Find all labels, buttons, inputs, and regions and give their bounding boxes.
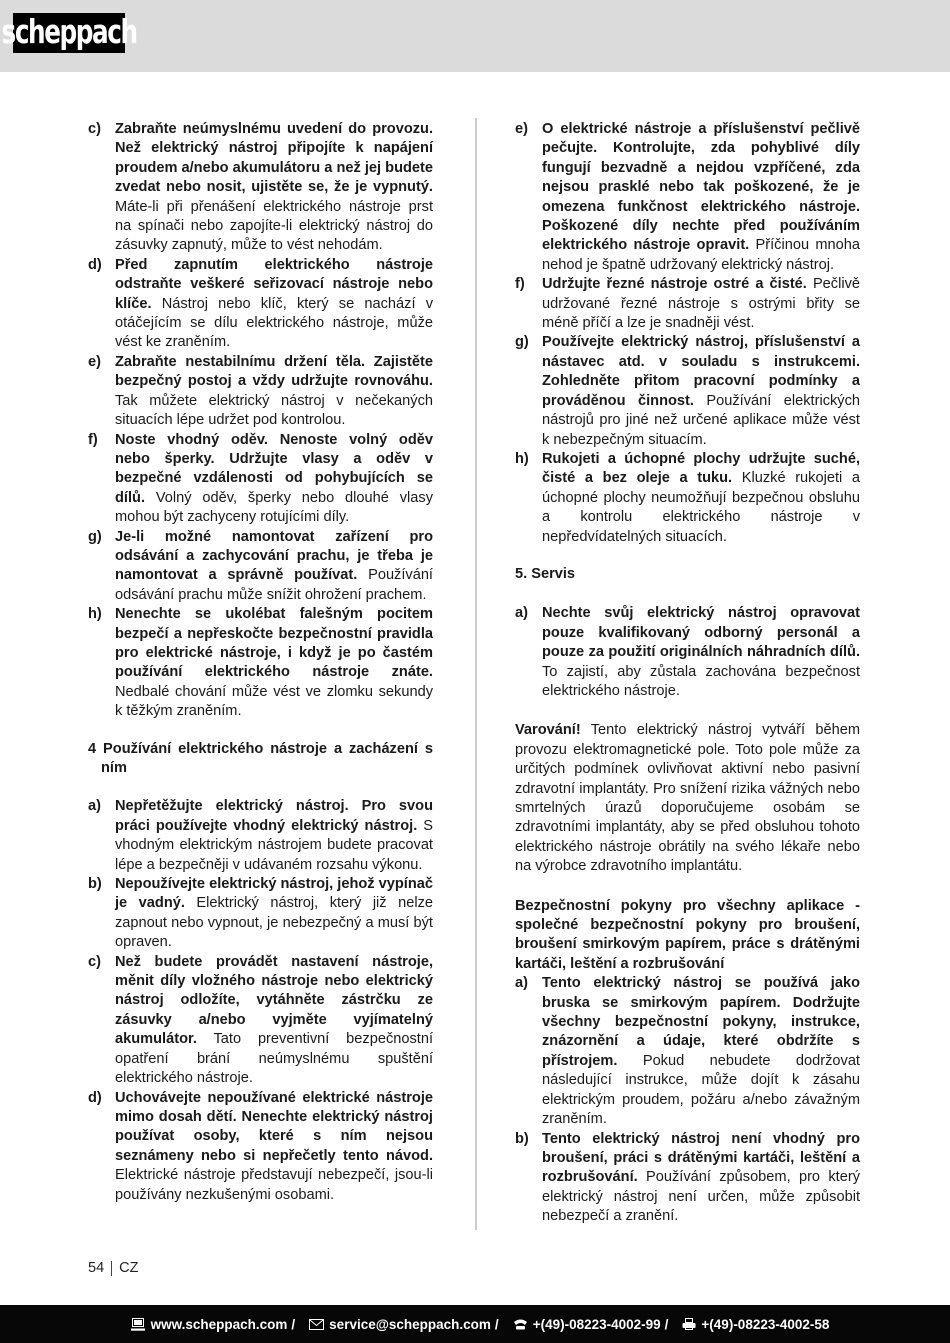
item-text: Udržujte řezné nástroje ostré a čisté. Pečlivě udržované řezné nástroje s ostrými břity se méně příčí a lze je snadněji vést. (542, 276, 860, 332)
phone-icon (513, 1318, 528, 1330)
item-label: e) (88, 353, 101, 370)
item-text: Zabraňte neúmyslnému uvedení do provozu. Než elektrický nástroj připojíte k napájení proudem a/nebo akumulátoru a než jej budete zvedat nebo nosit, ujistěte se, že je vypnutý. Máte-li při přenášení elektrického nástroje prst na spínači nebo zapojíte-li elektrický nástroj do zásuvky zapnutý, může to vést nehodám. (115, 121, 433, 254)
item-label: c) (88, 121, 101, 137)
list-item (88, 120, 433, 256)
item-text: Než budete provádět nastavení nástroje, měnit díly vložného nástroje nebo elektrický nástroj odložíte, vytáhněte zástrčku ze zásuvky a/nebo vyjměte vyjímatelný akumulátor. Tato preventivní bezpečnostní opatření brání neúmyslnému spuštění elektrického nástroje. (115, 953, 433, 1087)
scheppach-logo-text: scheppach (1, 14, 137, 52)
list-item (515, 1130, 860, 1227)
item-text: Před zapnutím elektrického nástroje odstraňte veškeré seřizovací nástroje nebo klíče. Nástroj nebo klíč, který se nachází v otáčejícím se dílu elektrického nástroje, může vést ke zraněním. (115, 256, 433, 351)
list-item (88, 353, 433, 431)
footer-fax: +(49)-08223-4002-58 (701, 1316, 830, 1332)
warning-paragraph: Varování! Tento elektrický nástroj vytváří během provozu elektromagnetické pole. Toto pole může za určitých podmínek ovlivňovat aktivní nebo pasivní zdravotní implantáty. Pro snížení rizika vážných nebo smrtelných úrazů doporučujeme osobám se zdravotními implantáty, aby se před obsluhou tohoto elektrického nástroje obrátily na svého lékaře nebo na výrobce zdravotního implantátu. (515, 722, 860, 875)
item-text: Uchovávejte nepoužívané elektrické nástroje mimo dosah dětí. Nenechte elektrický nástroj používat osoby, které s ním nejsou seznámeny nebo si nepřečetly tento návod. Elektrické nástroje představují nebezpečí, jsou-li používány nezkušenými osobami. (115, 1089, 433, 1203)
item-text: Tento elektrický nástroj není vhodný pro broušení, práci s drátěnými kartáči, leštění a rozbrušování. Používání způsobem, pro který elektrický nástroj není určen, může způsobit nebezpečí a zranění. (542, 1130, 860, 1225)
page-number-separator (111, 1261, 112, 1276)
left-column (88, 120, 433, 1205)
list-item (88, 605, 433, 721)
item-text: Noste vhodný oděv. Nenoste volný oděv nebo šperky. Udržujte vlasy a oděv v bezpečné vzdálenosti od pohybujících se dílů. Volný oděv, šperky nebo dlouhé vlasy mohou být zachyceny rotujícími díly. (115, 431, 433, 526)
envelope-icon (309, 1319, 324, 1330)
item-label: a) (515, 975, 528, 992)
item-label: c) (88, 953, 101, 970)
item-label: g) (88, 528, 102, 545)
item-text: Nechte svůj elektrický nástroj opravovat pouze kvalifikovaný odborný personál a pouze za použití originálních náhradních dílů. To zajistí, aby zůstala zachována bezpečnost elektrického nástroje. (542, 605, 860, 699)
item-label: h) (515, 450, 529, 467)
item-label: b) (515, 1130, 529, 1147)
item-text: Tento elektrický nástroj se používá jako bruska se smirkovým papírem. Dodržujte všechny bezpečnostní pokyny, instrukce, znázornění a údaje, které obdržíte s přístrojem. Pokud nebudete dodržovat následující instrukce, může dojít k zásahu elektrickým proudem, požáru a/nebo závažným zraněním. (542, 975, 860, 1128)
list-item (88, 953, 433, 1089)
item-label: h) (88, 606, 102, 623)
scheppach-logo (1, 13, 137, 53)
item-text: Rukojeti a úchopné plochy udržujte suché, čisté a bez oleje a tuku. Kluzké rukojeti a úchopné plochy neumožňují bezpečnou obsluhu a kontrolu elektrického nástroje v nepředvídatelných situacích. (542, 450, 860, 545)
list-item (88, 431, 433, 528)
list-item (88, 875, 433, 953)
item-label: d) (88, 256, 102, 273)
section-heading-4: 4 Používání elektrického nástroje a zacházení s ním (88, 740, 433, 776)
footer-separator: / (494, 1316, 499, 1332)
item-label: f) (88, 431, 98, 448)
footer-separator: / (291, 1316, 296, 1332)
footer-email: service@scheppach.com (329, 1316, 491, 1332)
list-item (515, 450, 860, 547)
computer-icon (131, 1318, 146, 1331)
item-label: f) (515, 276, 525, 293)
item-text: O elektrické nástroje a příslušenství pečlivě pečujte. Kontrolujte, zda pohyblivé díly fungují bezvadně a nejdou vzpříčené, zda nejsou prasklé nebo tak poškozené, že je omezena funkčnost elektrického nástroje. Poškozené díly nechte před používáním elektrického nástroje opravit. Příčinou mnoha nehod je špatně udržovaný elektrický nástroj. (542, 121, 860, 273)
list-item (88, 528, 433, 606)
warning-label: Varování! (515, 722, 581, 739)
right-column (515, 120, 860, 1227)
item-label: b) (88, 876, 102, 893)
item-text: Je-li možné namontovat zařízení pro odsávání a zachycování prachu, je třeba je namontovat a správně používat. Používání odsávání prachu může snížit ohrožení prachem. (115, 528, 433, 603)
fax-icon (682, 1318, 696, 1330)
item-text: Zabraňte nestabilnímu držení těla. Zajistěte bezpečný postoj a vždy udržujte rovnováhu. Tak můžete elektrický nástroj v nečekaných situacích lépe udržet pod kontrolou. (115, 353, 433, 429)
item-label: a) (515, 605, 528, 622)
list-item (515, 974, 860, 1129)
header-band (0, 0, 950, 72)
page-number (88, 1260, 138, 1276)
list-item (515, 604, 860, 701)
item-label: d) (88, 1089, 102, 1106)
item-text: Nepřetěžujte elektrický nástroj. Pro svou práci používejte vhodný elektrický nástroj. S vhodným elektrickým nástrojem budete pracovat lépe a bezpečněji v udávaném rozsahu výkonu. (115, 798, 433, 873)
list-item (88, 1089, 433, 1205)
page-number-value: 54 (88, 1260, 105, 1276)
item-label: e) (515, 121, 528, 137)
section-heading-5: 5. Servis (515, 565, 576, 582)
item-label: g) (515, 334, 529, 351)
item-text: Nenechte se ukolébat falešným pocitem bezpečí a nepřeskočte bezpečnostní pravidla pro elektrické nástroje, i když je po častém používání elektrického nástroje znáte. Nedbalé chování může vést ve zlomku sekundy k těžkým zraněním. (115, 606, 433, 720)
list-item (88, 797, 433, 875)
column-divider (475, 118, 477, 1230)
list-item (515, 120, 860, 275)
page-language: CZ (119, 1260, 139, 1276)
footer-contact-bar (0, 1305, 950, 1343)
footer-separator: / (664, 1316, 669, 1332)
footer-website: www.scheppach.com (150, 1316, 288, 1332)
safety-instructions-heading: Bezpečnostní pokyny pro všechny aplikace - společné bezpečnostní pokyny pro broušení, broušení smirkovým papírem, práce s drátěnými kartáči, leštění a rozbrušování (515, 897, 860, 972)
list-item (515, 333, 860, 449)
list-item (88, 256, 433, 353)
list-item (515, 275, 860, 333)
item-label: a) (88, 798, 101, 815)
item-text: Nepoužívejte elektrický nástroj, jehož vypínač je vadný. Elektrický nástroj, který již nelze zapnout nebo vypnout, je nebezpečný a musí být opraven. (115, 876, 433, 951)
footer-phone: +(49)-08223-4002-99 (532, 1316, 661, 1332)
item-text: Používejte elektrický nástroj, příslušenství a nástavec atd. v souladu s instrukcemi. Zohledněte přitom pracovní podmínky a prováděnou činnost. Používání elektrických nástrojů pro jiné než určené aplikace může vést k nebezpečným situacím. (542, 334, 861, 448)
